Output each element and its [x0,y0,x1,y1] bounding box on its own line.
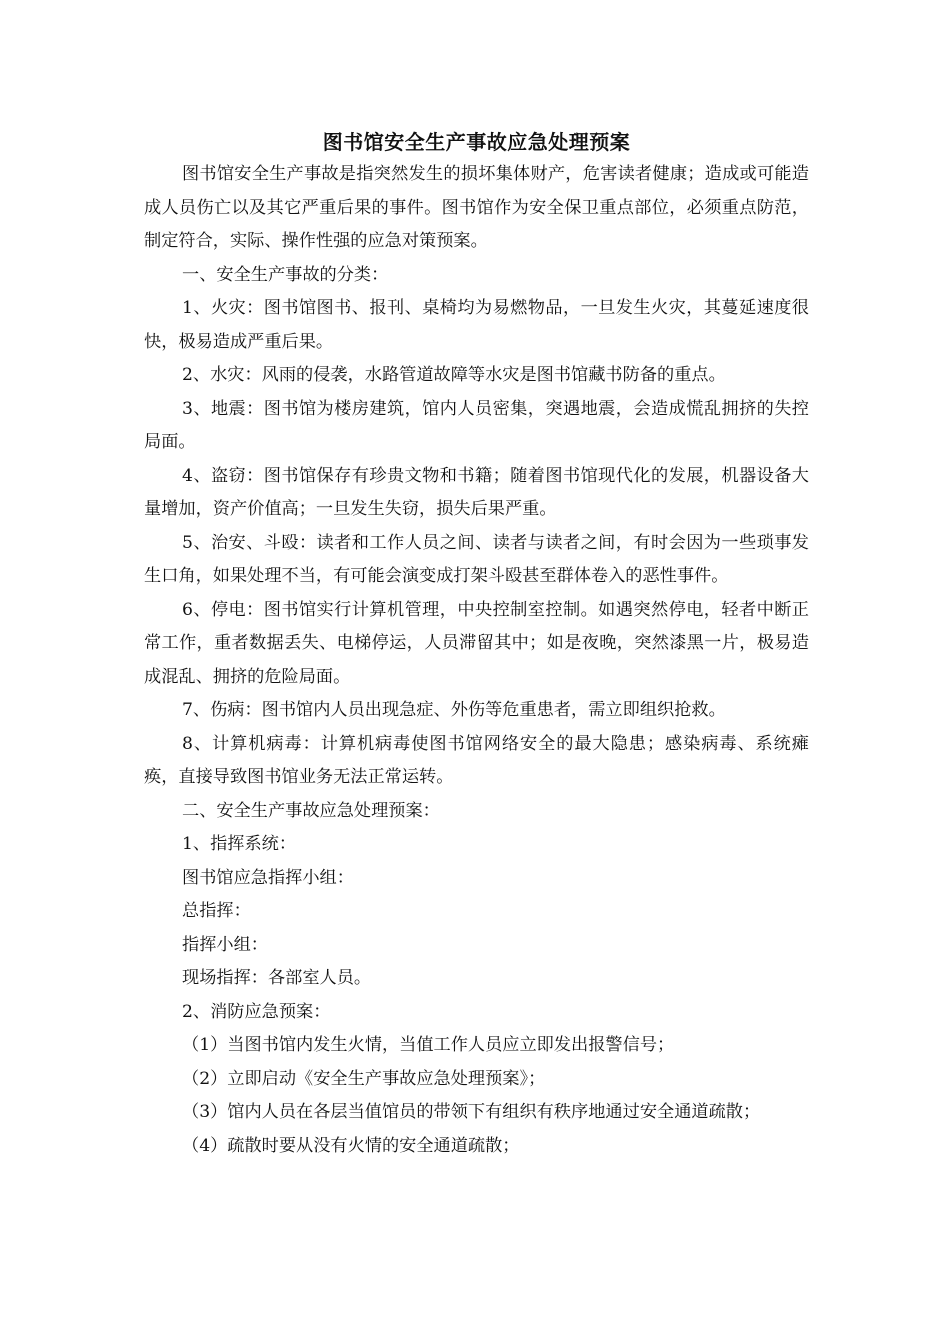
paragraph-fire-step-4: （4）疏散时要从没有火情的安全通道疏散； [182,1135,520,1156]
paragraph-fire-plan: 2、消防应急预案： [182,1001,331,1022]
paragraph-injury: 7、伤病：图书馆内人员出现急症、外伤等危重患者，需立即组织抢救。 [182,700,726,720]
paragraph-command-system: 1、指挥系统： [182,834,297,854]
document-title: 图书馆安全生产事故应急处理预案 [322,130,631,154]
section-heading-classification: 一、安全生产事故的分类： [182,264,389,285]
paragraph-intro: 图书馆安全生产事故是指突然发生的损坏集体财产，危害读者健康；造成或可能造成人员伤亡以及其它严重后果的事件。图书馆作为安全保卫重点部位，必须重点防范，制定符合，实际、操作性强的应急对策预案。 [144,164,809,251]
paragraph-onsite-commander: 现场指挥：各部室人员。 [182,968,372,988]
paragraph-command-group: 图书馆应急指挥小组： [182,867,354,888]
paragraph-fire-step-3: （3）馆内人员在各层当值馆员的带领下有组织有秩序地通过安全通道疏散； [182,1102,761,1122]
paragraph-computer-virus: 8、计算机病毒：计算机病毒使图书馆网络安全的最大隐患；感染病毒、系统瘫痪，直接导致图书馆业务无法正常运转。 [144,733,809,787]
paragraph-security-fight: 5、治安、斗殴：读者和工作人员之间、读者与读者之间，有时会因为一些琐事发生口角，如果处理不当，有可能会演变成打架斗殴甚至群体卷入的恶性事件。 [144,532,809,586]
document-body [144,158,809,1163]
section-heading-response-plan: 二、安全生产事故应急处理预案： [182,800,440,821]
paragraph-chief-commander: 总指挥： [182,901,251,921]
document-page [144,126,809,1163]
paragraph-fire: 1、火灾：图书馆图书、报刊、桌椅均为易燃物品，一旦发生火灾，其蔓延速度很快，极易造成严重后果。 [144,298,809,352]
paragraph-fire-step-2: （2）立即启动《安全生产事故应急处理预案》； [182,1068,546,1089]
paragraph-flood: 2、水灾：风雨的侵袭，水路管道故障等水灾是图书馆藏书防备的重点。 [182,365,726,385]
paragraph-earthquake: 3、地震：图书馆为楼房建筑，馆内人员密集，突遇地震，会造成慌乱拥挤的失控局面。 [144,398,809,452]
paragraph-theft: 4、盗窃：图书馆保存有珍贵文物和书籍；随着图书馆现代化的发展，机器设备大量增加，资产价值高；一旦发生失窃，损失后果严重。 [144,465,809,519]
paragraph-fire-step-1: （1）当图书馆内发生火情，当值工作人员应立即发出报警信号； [182,1035,675,1055]
paragraph-power-outage: 6、停电：图书馆实行计算机管理，中央控制室控制。如遇突然停电，轻者中断正常工作，重者数据丢失、电梯停运，人员滞留其中；如是夜晚，突然漆黑一片，极易造成混乱、拥挤的危险局面。 [144,599,809,687]
paragraph-command-team: 指挥小组： [182,934,268,955]
